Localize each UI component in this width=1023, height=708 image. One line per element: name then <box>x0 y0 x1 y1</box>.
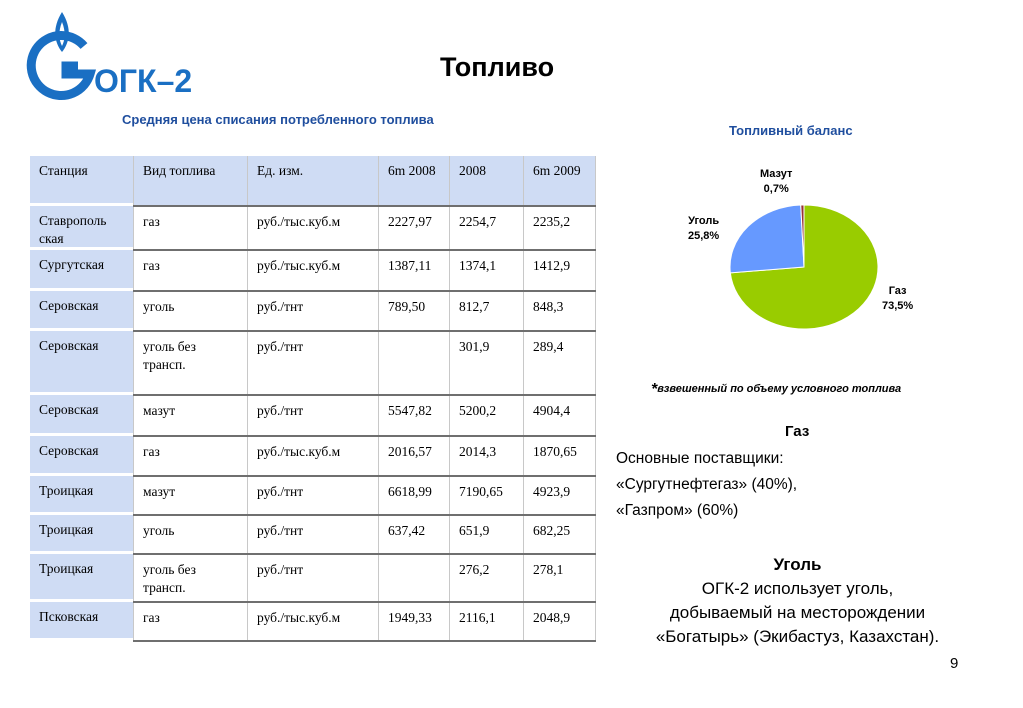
cell-unit: руб./тнт <box>248 291 379 331</box>
cell-6m-2008: 2227,97 <box>379 206 450 250</box>
svg-text:ОГК–2: ОГК–2 <box>94 63 193 99</box>
label-gas-value: 73,5% <box>882 300 914 312</box>
cell-2008: 5200,2 <box>450 395 524 436</box>
station-cell: Серовская <box>30 436 133 476</box>
pie-slice-coal <box>730 205 804 273</box>
cell-fuel: газ <box>134 250 248 291</box>
cell-fuel: уголь <box>134 515 248 554</box>
station-cell: Троицкая <box>30 476 133 515</box>
gas-line: «Сургутнефтегаз» (40%), <box>616 476 798 493</box>
label-coal-value: 25,8% <box>688 230 720 242</box>
station-cell: Псковская <box>30 602 133 641</box>
coal-block <box>610 553 985 649</box>
cell-6m-2009: 1870,65 <box>524 436 596 476</box>
cell-fuel: мазут <box>134 476 248 515</box>
cell-2008: 2014,3 <box>450 436 524 476</box>
cell-unit: руб./тнт <box>248 476 379 515</box>
station-cell: Ставрополь ская <box>30 206 133 250</box>
header-6m-2009: 6m 2009 <box>524 156 596 206</box>
label-mazut-name: Мазут <box>760 168 793 180</box>
cell-6m-2009: 848,3 <box>524 291 596 331</box>
cell-6m-2009: 2048,9 <box>524 602 596 641</box>
station-cell: Троицкая <box>30 515 133 554</box>
fuel-balance-pie-chart <box>725 200 885 335</box>
table-row <box>134 436 596 476</box>
cell-unit: руб./тыс.куб.м <box>248 602 379 641</box>
table-row <box>134 515 596 554</box>
table-row <box>134 554 596 602</box>
label-gas <box>882 284 913 314</box>
footnote-text: взвешенный по объему условного топлива <box>657 383 902 395</box>
cell-6m-2009: 682,25 <box>524 515 596 554</box>
cell-6m-2008: 1949,33 <box>379 602 450 641</box>
page-title: Топливо <box>440 52 555 82</box>
cell-6m-2009: 4904,4 <box>524 395 596 436</box>
coal-line: «Богатырь» (Экибастуз, Казахстан). <box>655 627 940 646</box>
cell-6m-2008: 5547,82 <box>379 395 450 436</box>
station-column <box>30 156 133 641</box>
cell-2008: 7190,65 <box>450 476 524 515</box>
header-fuel: Вид топлива <box>134 156 248 206</box>
cell-6m-2008 <box>379 331 450 395</box>
footnote <box>651 383 901 401</box>
cell-fuel: уголь без трансп. <box>134 331 248 395</box>
table-row <box>134 291 596 331</box>
gas-title: Газ <box>785 423 810 440</box>
cell-2008: 276,2 <box>450 554 524 602</box>
cell-unit: руб./тнт <box>248 515 379 554</box>
station-header: Станция <box>30 156 133 206</box>
table-row <box>134 395 596 436</box>
label-mazut-value: 0,7% <box>763 183 789 195</box>
table-header-row <box>134 156 596 206</box>
gas-line: «Газпром» (60%) <box>616 502 739 519</box>
cell-6m-2008: 1387,11 <box>379 250 450 291</box>
cell-unit: руб./тыс.куб.м <box>248 250 379 291</box>
cell-fuel: газ <box>134 602 248 641</box>
cell-6m-2008: 637,42 <box>379 515 450 554</box>
table-row <box>134 331 596 395</box>
cell-6m-2009: 4923,9 <box>524 476 596 515</box>
table-row <box>134 602 596 641</box>
cell-unit: руб./тыс.куб.м <box>248 206 379 250</box>
cell-6m-2008 <box>379 554 450 602</box>
cell-6m-2009: 2235,2 <box>524 206 596 250</box>
coal-line: ОГК-2 использует уголь, <box>701 579 894 598</box>
footnote-star: * <box>651 381 658 398</box>
cell-fuel: уголь без трансп. <box>134 554 248 602</box>
label-coal-name: Уголь <box>688 215 720 227</box>
cell-2008: 1374,1 <box>450 250 524 291</box>
table-row <box>134 250 596 291</box>
table-caption: Средняя цена списания потребленного топлива <box>122 112 434 127</box>
label-coal <box>688 214 719 244</box>
cell-6m-2009: 289,4 <box>524 331 596 395</box>
cell-unit: руб./тнт <box>248 331 379 395</box>
cell-6m-2009: 1412,9 <box>524 250 596 291</box>
cell-2008: 2254,7 <box>450 206 524 250</box>
header-unit: Ед. изм. <box>248 156 379 206</box>
cell-6m-2008: 6618,99 <box>379 476 450 515</box>
label-gas-name: Газ <box>888 285 907 297</box>
page-number: 9 <box>950 655 959 672</box>
fuel-price-table <box>133 156 596 642</box>
station-cell: Троицкая <box>30 554 133 602</box>
table-row <box>134 206 596 250</box>
cell-2008: 812,7 <box>450 291 524 331</box>
station-cell: Серовская <box>30 331 133 395</box>
gas-line: Основные поставщики: <box>616 450 784 467</box>
cell-fuel: уголь <box>134 291 248 331</box>
cell-2008: 651,9 <box>450 515 524 554</box>
cell-unit: руб./тыс.куб.м <box>248 436 379 476</box>
chart-title: Топливный баланс <box>729 123 853 138</box>
ogk2-logo <box>14 8 193 99</box>
station-cell: Серовская <box>30 291 133 331</box>
cell-2008: 2116,1 <box>450 602 524 641</box>
table-row <box>134 476 596 515</box>
cell-fuel: мазут <box>134 395 248 436</box>
station-cell: Сургутская <box>30 250 133 291</box>
cell-fuel: газ <box>134 206 248 250</box>
cell-6m-2008: 2016,57 <box>379 436 450 476</box>
cell-6m-2009: 278,1 <box>524 554 596 602</box>
station-cell: Серовская <box>30 395 133 436</box>
header-6m-2008: 6m 2008 <box>379 156 450 206</box>
coal-line: добываемый на месторождении <box>669 603 926 622</box>
cell-2008: 301,9 <box>450 331 524 395</box>
cell-unit: руб./тнт <box>248 395 379 436</box>
cell-fuel: газ <box>134 436 248 476</box>
label-mazut <box>760 167 792 197</box>
header-2008: 2008 <box>450 156 524 206</box>
cell-unit: руб./тнт <box>248 554 379 602</box>
cell-6m-2008: 789,50 <box>379 291 450 331</box>
coal-title: Уголь <box>773 555 822 574</box>
